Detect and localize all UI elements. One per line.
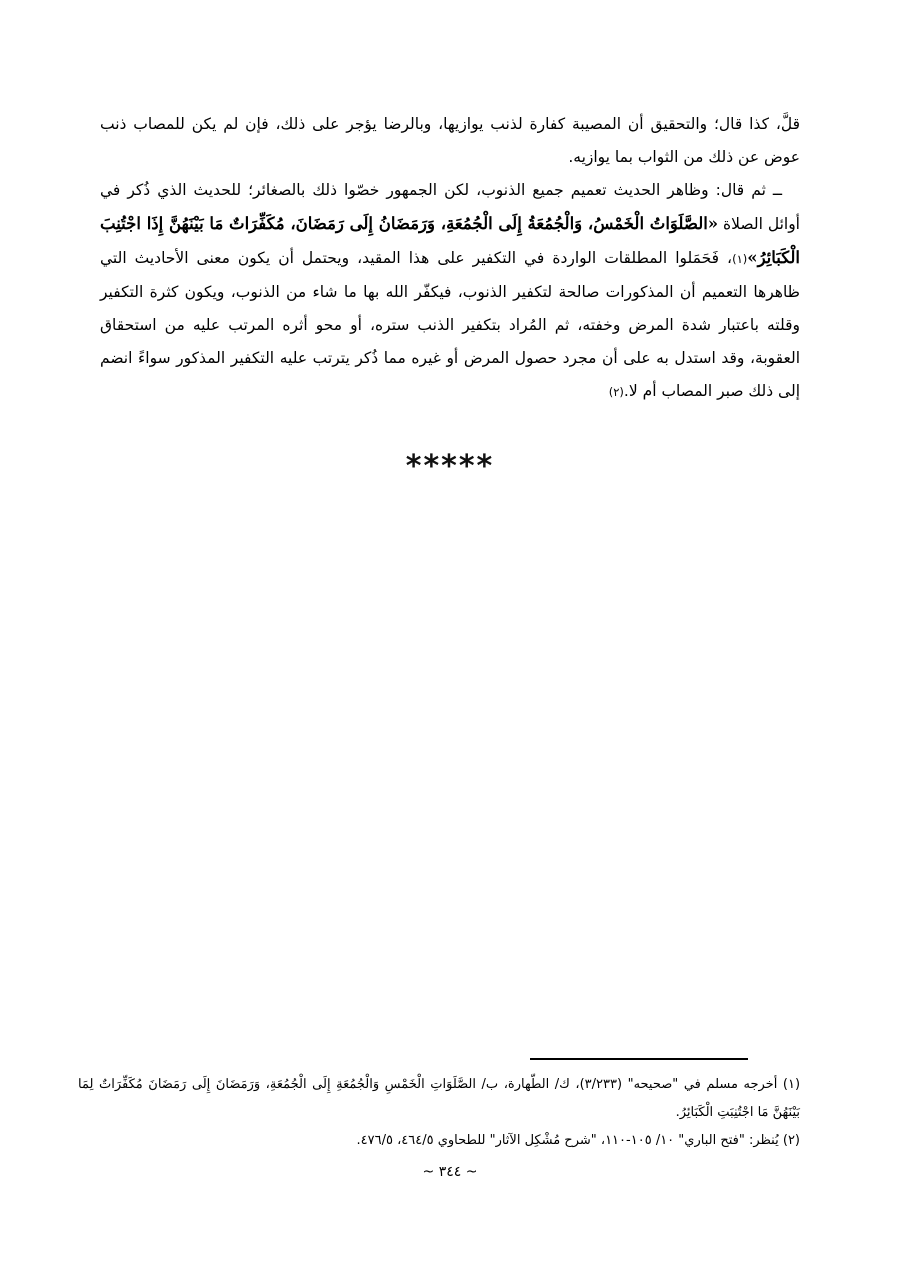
section-separator-stars: *****: [405, 449, 495, 484]
paragraph-2-end: ، فَحَمَلوا المطلقات الواردة في التكفير على هذا المقيد، ويحتمل أن يكون معنى الأحاديث التي ظاهرها التعميم أن المذكورات صالحة لتكفير الذنوب، فيكفّر الله بها ما شاء من الذنوب، ويكون كثرة التكفير وقلته باعتبار شدة المرض وخفته، ثم المُراد بتكفير الذنب ستره، أو محو أثره المرتب عليه من استحقاق العقوبة، وقد استدل به على أن مجرد حصول المرض أو غيره مما ذُكر يترتب عليه التكفير المذكور سواءً انضم إلى ذلك صبر المصاب أم لا.: [100, 249, 800, 400]
paragraph-2: [100, 174, 800, 409]
hadith-quote: «الصَّلَوَاتُ الْخَمْسُ، وَالْجُمُعَةُ إِلَى الْجُمُعَةِ، وَرَمَضَانُ إِلَى رَمَضَانَ، مُكَفِّرَاتٌ مَا بَيْنَهُنَّ إِذَا اجْتُنِبَ الْكَبَائِرُ»: [100, 214, 800, 267]
paragraph-1: [100, 108, 800, 174]
footnote-1-quote: الصَّلَوَاتِ الْخَمْسِ وَالْجُمُعَةِ إِلَى الْجُمُعَةِ، وَرَمَضَانَ إِلَى رَمَضَانَ مُكَفِّرَاتٌ لِمَا بَيْنَهُنَّ مَا اجْتُنِبَتِ الْكَبَائِرُ.: [78, 1077, 800, 1120]
main-text: [100, 108, 800, 409]
footnote-2: (٢) يُنظر: "فتح الباري" ١٠/ ١٠٥-١١٠، "شرح مُشْكِل الآثار" للطحاوي ٤٦٤/٥، ٤٧٦/٥.: [356, 1133, 800, 1148]
footnote-divider: [530, 1058, 748, 1060]
page-number: ~ ٣٤٤ ~: [422, 1164, 478, 1180]
footnote-1: [78, 1071, 800, 1127]
footnote-1-text: (١) أخرجه مسلم في "صحيحه" (٣/٢٣٣)، ك/ الطّهارة، ب/: [475, 1077, 801, 1092]
paragraph-1-text: قلَّ، كذا قال؛ والتحقيق أن المصيبة كفارة لذنب يوازيها، وبالرضا يؤجر على ذلك، فإن لم يكن للمصاب ذنب عوض عن ذلك من الثواب بما يوازيه.: [100, 115, 800, 166]
footnotes: [78, 1071, 800, 1155]
footnote-ref-2[interactable]: (٢): [608, 385, 624, 399]
footnote-ref-1[interactable]: (١): [732, 252, 748, 266]
paragraph-2-start: ــ ثم قال: وظاهر الحديث تعميم جميع الذنوب، لكن الجمهور خصّوا ذلك بالصغائر؛ للحديث الذي ذُكر في أوائل الصلاة: [100, 181, 800, 233]
